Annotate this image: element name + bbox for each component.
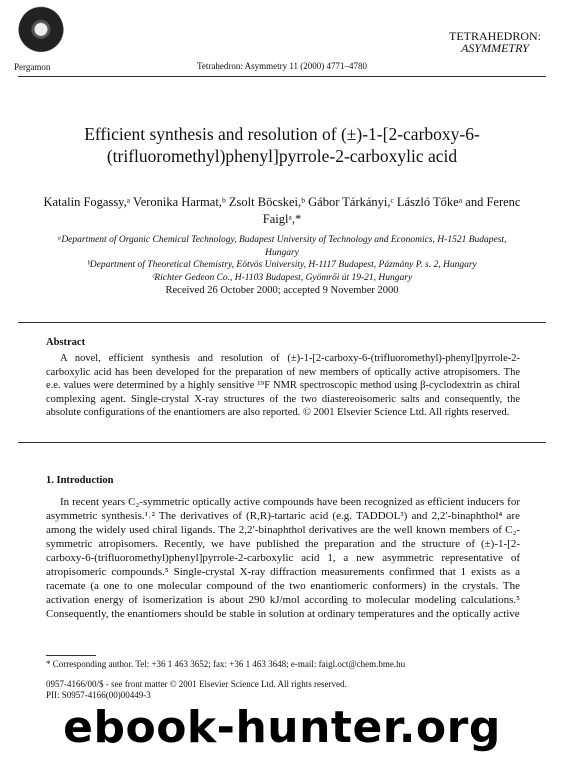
abstract-top-rule: [18, 322, 546, 323]
journal-name: [446, 30, 544, 54]
abstract-bottom-rule: [18, 442, 546, 443]
author-list: Katalin Fogassy,ᵃ Veronika Harmat,ᵇ Zsolt Böcskei,ᵇ Gábor Tárkányi,ᶜ László Tőkeᵃ and Ferenc Faiglᵃ,*: [43, 195, 521, 226]
affiliations: [40, 234, 524, 284]
publisher-name: Pergamon: [14, 62, 51, 72]
pii-note: PII: S0957-4166(00)00449-3: [46, 690, 151, 700]
publisher-logo: [18, 6, 64, 58]
received-dates: Received 26 October 2000; accepted 9 November 2000: [165, 285, 399, 296]
front-matter-note: 0957-4166/00/$ - see front matter © 2001 Elsevier Science Ltd. All rights reserved.: [46, 678, 347, 689]
journal-name-line2: ASYMMETRY: [461, 41, 529, 55]
watermark: ebook-hunter.org: [63, 702, 501, 753]
corresponding-author-note: * Corresponding author. Tel: +36 1 463 3652; fax: +36 1 463 3648; e-mail: faigl.oct@chem.bme.hu: [46, 659, 406, 669]
abstract-heading: Abstract: [46, 337, 86, 348]
footnotes: [46, 659, 520, 702]
journal-citation: Tetrahedron: Asymmetry 11 (2000) 4771–4780: [196, 61, 367, 71]
journal-name-line1: TETRAHEDRON:: [449, 29, 541, 43]
affiliation-a: ᵃDepartment of Organic Chemical Technology, Budapest University of Technology and Economics, H-1521 Budapest, Hungary: [57, 235, 507, 258]
header-rule: [18, 76, 546, 77]
footnote-rule: [46, 655, 96, 656]
article-title: Efficient synthesis and resolution of (±)-1-[2-carboxy-6-(trifluoromethyl)phenyl]pyrrole-2-carboxylic acid: [84, 124, 480, 166]
section-body: In recent years C₂-symmetric optically active compounds have been recognized as efficient inducers for asymmetric synthesis.¹˒² The derivatives of (R,R)-tartaric acid (e.g. TADDOL³) and 2,2′-binaphthol⁴ are among the widely used chiral ligands. The 2,2′-binaphthol derivatives are the well known members of C₂-symmetric atropisomers. Recently, we have published the preparation and the structure of (±)-1-[2-carboxy-6-(trifluoromethyl)phenyl]pyrrole-2-carboxylic acid 1, a new asymmetric representative of atropisomeric compounds.⁵ Single-crystal X-ray diffraction measurements confirmed that 1 exists as a racemate (a one to one molecular compound of the two enantiomeric conformers) in the crystals. The activation energy of isomerization is about 290 kJ/mol according to molecular modeling calculations.⁵ Consequently, the enantiomers should be stable in solution at ordinary temperatures and the optically active: [46, 496, 520, 620]
affiliation-b: ᵇDepartment of Theoretical Chemistry, Eötvös University, H-1117 Budapest, Pázmány P. s. 2, Hungary: [87, 260, 477, 270]
affiliation-c: ᶜRichter Gedeon Co., H-1103 Budapest, Gyömrői út 19-21, Hungary: [151, 272, 413, 283]
section-heading: 1. Introduction: [46, 475, 114, 486]
abstract-text: A novel, efficient synthesis and resolution of (±)-1-[2-carboxy-6-(trifluoromethyl)-phenyl]pyrrole-2-carboxylic acid has been developed for the preparation of new members of optically active atropisomers. The e.e. values were determined by a highly sensitive ¹⁹F NMR spectroscopic method using β-cyclodextrin as chiral complexing agent. Single-crystal X-ray structures of the two diastereoisomeric salts and consequently, the absolute configurations of the enantiomers are also reported. © 2001 Elsevier Science Ltd. All rights reserved.: [46, 353, 520, 418]
